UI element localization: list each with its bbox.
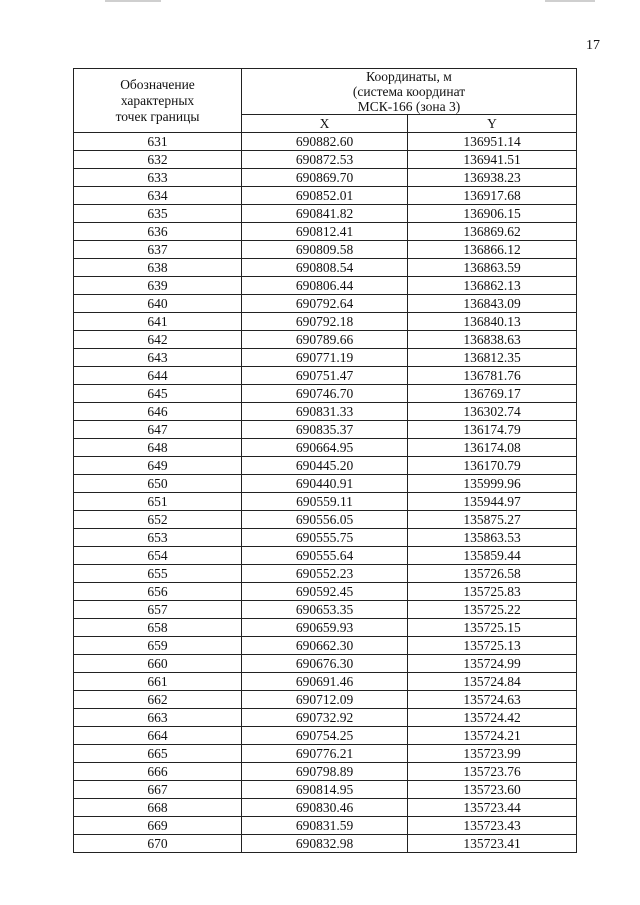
- cell-x: 690882.60: [242, 133, 408, 151]
- table-row: [74, 313, 577, 331]
- cell-x: 690552.23: [242, 565, 408, 583]
- table-row: [74, 457, 577, 475]
- table-body: [74, 133, 577, 853]
- header-y: Y: [408, 115, 577, 133]
- cell-y: 135726.58: [408, 565, 577, 583]
- cell-point: 644: [74, 367, 242, 385]
- cell-x: 690806.44: [242, 277, 408, 295]
- table-row: [74, 421, 577, 439]
- cell-y: 135724.84: [408, 673, 577, 691]
- cell-y: 136174.79: [408, 421, 577, 439]
- cell-point: 648: [74, 439, 242, 457]
- cell-point: 669: [74, 817, 242, 835]
- cell-x: 690691.46: [242, 673, 408, 691]
- cell-y: 135944.97: [408, 493, 577, 511]
- cell-y: 136781.76: [408, 367, 577, 385]
- table-row: [74, 601, 577, 619]
- cell-y: 135724.99: [408, 655, 577, 673]
- cell-y: 135723.76: [408, 763, 577, 781]
- header-coordinates: Координаты, м (система координат МСК-166 (зона 3): [242, 69, 577, 115]
- table-row: [74, 637, 577, 655]
- cell-y: 136863.59: [408, 259, 577, 277]
- cell-point: 660: [74, 655, 242, 673]
- cell-x: 690771.19: [242, 349, 408, 367]
- cell-point: 642: [74, 331, 242, 349]
- table-row: [74, 187, 577, 205]
- cell-point: 657: [74, 601, 242, 619]
- cell-x: 690808.54: [242, 259, 408, 277]
- cell-point: 635: [74, 205, 242, 223]
- cell-point: 654: [74, 547, 242, 565]
- cell-y: 135723.41: [408, 835, 577, 853]
- cell-point: 652: [74, 511, 242, 529]
- cell-y: 135999.96: [408, 475, 577, 493]
- cell-x: 690789.66: [242, 331, 408, 349]
- cell-point: 646: [74, 403, 242, 421]
- cell-point: 647: [74, 421, 242, 439]
- cell-y: 135724.21: [408, 727, 577, 745]
- scan-artifact-line: [105, 0, 161, 2]
- cell-point: 662: [74, 691, 242, 709]
- table-row: [74, 493, 577, 511]
- table-row: [74, 817, 577, 835]
- table-row: [74, 223, 577, 241]
- cell-point: 661: [74, 673, 242, 691]
- cell-x: 690835.37: [242, 421, 408, 439]
- table-row: [74, 529, 577, 547]
- cell-point: 653: [74, 529, 242, 547]
- table-row: [74, 385, 577, 403]
- cell-y: 135723.43: [408, 817, 577, 835]
- cell-x: 690754.25: [242, 727, 408, 745]
- cell-point: 649: [74, 457, 242, 475]
- table-row: [74, 241, 577, 259]
- cell-x: 690841.82: [242, 205, 408, 223]
- cell-y: 136812.35: [408, 349, 577, 367]
- cell-x: 690812.41: [242, 223, 408, 241]
- cell-y: 135723.99: [408, 745, 577, 763]
- cell-x: 690676.30: [242, 655, 408, 673]
- table-row: [74, 403, 577, 421]
- cell-y: 136951.14: [408, 133, 577, 151]
- cell-x: 690831.59: [242, 817, 408, 835]
- table-row: [74, 475, 577, 493]
- table-row: [74, 133, 577, 151]
- cell-point: 643: [74, 349, 242, 367]
- cell-x: 690445.20: [242, 457, 408, 475]
- cell-y: 136869.62: [408, 223, 577, 241]
- table-row: [74, 349, 577, 367]
- table-row: [74, 781, 577, 799]
- cell-point: 658: [74, 619, 242, 637]
- cell-point: 667: [74, 781, 242, 799]
- cell-x: 690798.89: [242, 763, 408, 781]
- cell-y: 135725.13: [408, 637, 577, 655]
- cell-y: 135859.44: [408, 547, 577, 565]
- cell-y: 135724.42: [408, 709, 577, 727]
- cell-x: 690852.01: [242, 187, 408, 205]
- cell-y: 136838.63: [408, 331, 577, 349]
- cell-x: 690712.09: [242, 691, 408, 709]
- cell-x: 690792.18: [242, 313, 408, 331]
- cell-point: 659: [74, 637, 242, 655]
- table-row: [74, 511, 577, 529]
- table-row: [74, 277, 577, 295]
- cell-y: 136941.51: [408, 151, 577, 169]
- table-row: [74, 673, 577, 691]
- cell-y: 135723.60: [408, 781, 577, 799]
- table-row: [74, 331, 577, 349]
- cell-x: 690831.33: [242, 403, 408, 421]
- cell-point: 670: [74, 835, 242, 853]
- table-row: [74, 439, 577, 457]
- cell-x: 690814.95: [242, 781, 408, 799]
- cell-y: 135875.27: [408, 511, 577, 529]
- cell-point: 641: [74, 313, 242, 331]
- cell-x: 690556.05: [242, 511, 408, 529]
- cell-y: 135725.83: [408, 583, 577, 601]
- cell-x: 690659.93: [242, 619, 408, 637]
- cell-y: 136843.09: [408, 295, 577, 313]
- cell-x: 690662.30: [242, 637, 408, 655]
- cell-x: 690555.64: [242, 547, 408, 565]
- cell-point: 664: [74, 727, 242, 745]
- cell-point: 632: [74, 151, 242, 169]
- table-row: [74, 745, 577, 763]
- cell-x: 690751.47: [242, 367, 408, 385]
- cell-point: 637: [74, 241, 242, 259]
- cell-point: 668: [74, 799, 242, 817]
- table-row: [74, 367, 577, 385]
- table-row: [74, 799, 577, 817]
- cell-x: 690732.92: [242, 709, 408, 727]
- table-row: [74, 763, 577, 781]
- cell-x: 690869.70: [242, 169, 408, 187]
- table-row: [74, 709, 577, 727]
- table-row: [74, 547, 577, 565]
- table-row: [74, 565, 577, 583]
- cell-x: 690832.98: [242, 835, 408, 853]
- cell-y: 135863.53: [408, 529, 577, 547]
- cell-y: 135725.22: [408, 601, 577, 619]
- cell-y: 136174.08: [408, 439, 577, 457]
- scan-artifact-line: [545, 0, 595, 2]
- cell-y: 136302.74: [408, 403, 577, 421]
- cell-point: 663: [74, 709, 242, 727]
- cell-point: 645: [74, 385, 242, 403]
- cell-y: 136917.68: [408, 187, 577, 205]
- cell-x: 690776.21: [242, 745, 408, 763]
- cell-point: 639: [74, 277, 242, 295]
- cell-point: 655: [74, 565, 242, 583]
- table-row: [74, 655, 577, 673]
- page-number: 17: [586, 38, 600, 53]
- cell-y: 135723.44: [408, 799, 577, 817]
- cell-x: 690592.45: [242, 583, 408, 601]
- table-row: [74, 619, 577, 637]
- cell-y: 135724.63: [408, 691, 577, 709]
- header-x: X: [242, 115, 408, 133]
- cell-point: 656: [74, 583, 242, 601]
- table-row: [74, 151, 577, 169]
- coordinates-table: [73, 68, 577, 853]
- cell-y: 136906.15: [408, 205, 577, 223]
- table-row: [74, 295, 577, 313]
- cell-point: 666: [74, 763, 242, 781]
- cell-point: 640: [74, 295, 242, 313]
- cell-point: 636: [74, 223, 242, 241]
- table-row: [74, 835, 577, 853]
- cell-point: 665: [74, 745, 242, 763]
- cell-x: 690555.75: [242, 529, 408, 547]
- cell-x: 690664.95: [242, 439, 408, 457]
- cell-y: 136862.13: [408, 277, 577, 295]
- cell-y: 136866.12: [408, 241, 577, 259]
- cell-y: 135725.15: [408, 619, 577, 637]
- cell-x: 690653.35: [242, 601, 408, 619]
- table-row: [74, 583, 577, 601]
- cell-y: 136938.23: [408, 169, 577, 187]
- cell-x: 690559.11: [242, 493, 408, 511]
- cell-y: 136840.13: [408, 313, 577, 331]
- cell-x: 690792.64: [242, 295, 408, 313]
- table-row: [74, 205, 577, 223]
- table-row: [74, 169, 577, 187]
- cell-point: 634: [74, 187, 242, 205]
- table-row: [74, 259, 577, 277]
- table-row: [74, 691, 577, 709]
- cell-x: 690809.58: [242, 241, 408, 259]
- cell-x: 690872.53: [242, 151, 408, 169]
- cell-x: 690440.91: [242, 475, 408, 493]
- cell-point: 631: [74, 133, 242, 151]
- cell-point: 650: [74, 475, 242, 493]
- table-row: [74, 727, 577, 745]
- cell-point: 651: [74, 493, 242, 511]
- cell-point: 638: [74, 259, 242, 277]
- header-point-designation: Обозначение характерных точек границы: [74, 69, 242, 133]
- cell-x: 690746.70: [242, 385, 408, 403]
- cell-x: 690830.46: [242, 799, 408, 817]
- cell-y: 136769.17: [408, 385, 577, 403]
- cell-y: 136170.79: [408, 457, 577, 475]
- cell-point: 633: [74, 169, 242, 187]
